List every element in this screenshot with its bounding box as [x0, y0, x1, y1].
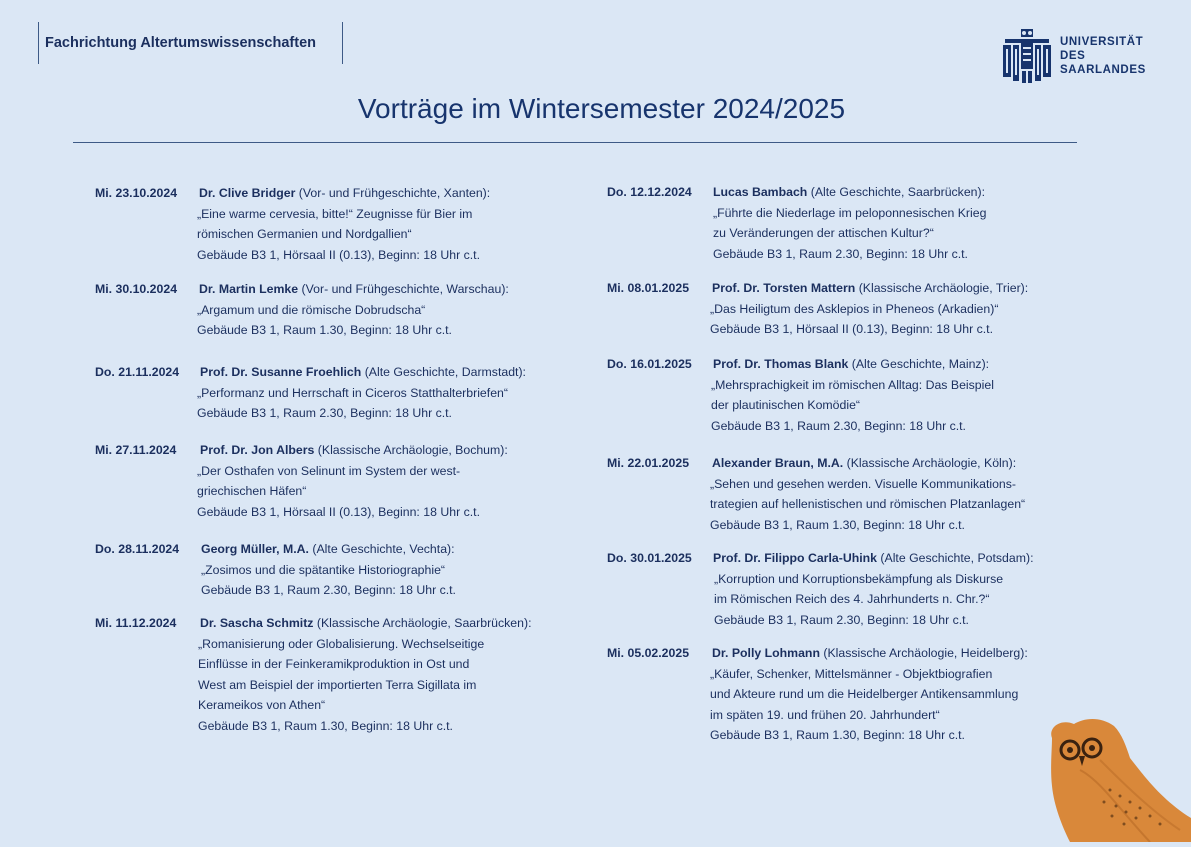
title-divider — [73, 142, 1077, 143]
lecture-date: Mi. 23.10.2024 — [95, 186, 178, 200]
lecture-line: trategien auf hellenistischen und römischen Platzanlagen“ — [710, 497, 1026, 512]
lecture-details — [713, 548, 1034, 630]
lecture-venue: Gebäude B3 1, Raum 2.30, Beginn: 18 Uhr c.t. — [711, 418, 966, 433]
lecture-speaker-line — [713, 182, 986, 203]
lecture-affiliation: (Alte Geschichte, Saarbrücken): — [810, 185, 986, 199]
lecture-speaker: Lucas Bambach — [713, 185, 808, 199]
owl-icon — [1040, 710, 1191, 842]
lecture-details — [199, 279, 509, 341]
lecture-line: Kerameikos von Athen“ — [198, 698, 326, 713]
lecture-speaker: Dr. Clive Bridger — [199, 186, 296, 200]
lecture-details — [199, 183, 490, 265]
lecture-details — [201, 539, 456, 601]
lecture-venue: Gebäude B3 1, Hörsaal II (0.13), Beginn: 18 Uhr c.t. — [197, 504, 480, 519]
lecture-speaker: Prof. Dr. Thomas Blank — [713, 357, 849, 371]
lecture-line: „Eine warme cervesia, bitte!“ Zeugnisse für Bier im — [197, 206, 473, 221]
lecture-date: Mi. 08.01.2025 — [607, 281, 690, 295]
lecture-affiliation: (Klassische Archäologie, Köln): — [846, 456, 1017, 470]
lecture-venue: Gebäude B3 1, Raum 1.30, Beginn: 18 Uhr c.t. — [710, 728, 965, 743]
lecture-details — [197, 440, 508, 522]
lecture-affiliation: (Klassische Archäologie, Heidelberg): — [823, 646, 1028, 660]
lecture-details — [197, 362, 526, 424]
lecture-venue: Gebäude B3 1, Raum 1.30, Beginn: 18 Uhr c.t. — [198, 718, 453, 733]
lecture-date: Do. 28.11.2024 — [95, 542, 180, 556]
lecture-speaker-line — [200, 362, 526, 383]
lecture-line: West am Beispiel der importierten Terra Sigillata im — [198, 677, 477, 692]
lecture-affiliation: (Klassische Archäologie, Trier): — [858, 281, 1029, 295]
lecture-line: „Sehen und gesehen werden. Visuelle Kommunikations- — [710, 476, 1017, 491]
lecture-speaker: Prof. Dr. Filippo Carla-Uhink — [713, 551, 877, 565]
lecture-line: „Käufer, Schenker, Mittelsmänner - Objektbiografien — [710, 666, 993, 681]
lecture-date: Mi. 22.01.2025 — [607, 456, 690, 470]
lecture-affiliation: (Klassische Archäologie, Bochum): — [317, 443, 508, 457]
lecture-line: „Zosimos und die spätantike Historiographie“ — [201, 562, 446, 577]
lecture-line: zu Veränderungen der attischen Kultur?“ — [713, 226, 934, 241]
lecture-line: „Mehrsprachigkeit im römischen Alltag: Das Beispiel — [711, 377, 994, 392]
lecture-speaker: Georg Müller, M.A. — [201, 542, 309, 556]
lecture-speaker: Dr. Sascha Schmitz — [200, 616, 314, 630]
lecture-speaker-line — [199, 279, 509, 300]
lecture-line: und Akteure rund um die Heidelberger Antikensammlung — [710, 687, 1019, 702]
lecture-affiliation: (Alte Geschichte, Darmstadt): — [364, 365, 526, 379]
lecture-line: römischen Germanien und Nordgallien“ — [197, 227, 412, 242]
lecture-speaker: Dr. Martin Lemke — [199, 282, 299, 296]
lecture-speaker-line — [712, 643, 1028, 664]
lecture-speaker: Prof. Dr. Jon Albers — [200, 443, 315, 457]
lecture-line: „Das Heiligtum des Asklepios in Pheneos (Arkadien)“ — [710, 301, 999, 316]
lecture-speaker-line — [712, 278, 1028, 299]
owl-figurine-image — [1040, 710, 1191, 847]
lecture-speaker-line — [713, 354, 994, 375]
lecture-venue: Gebäude B3 1, Raum 2.30, Beginn: 18 Uhr c.t. — [197, 406, 452, 421]
lecture-venue: Gebäude B3 1, Raum 1.30, Beginn: 18 Uhr c.t. — [710, 517, 965, 532]
lecture-line: der plautinischen Komödie“ — [711, 398, 861, 413]
lecture-speaker: Dr. Polly Lohmann — [712, 646, 820, 660]
lecture-affiliation: (Alte Geschichte, Mainz): — [851, 357, 990, 371]
lecture-speaker-line — [201, 539, 456, 560]
lecture-details — [712, 453, 1025, 535]
lecture-speaker: Prof. Dr. Torsten Mattern — [712, 281, 856, 295]
lecture-date: Do. 21.11.2024 — [95, 365, 180, 379]
lecture-line: Einflüsse in der Feinkeramikproduktion in Ost und — [198, 657, 470, 672]
lecture-speaker-line — [200, 613, 532, 634]
lecture-details — [713, 182, 986, 264]
lecture-line: „Performanz und Herrschaft in Ciceros Statthalterbriefen“ — [197, 385, 508, 400]
lecture-line: „Argamum und die römische Dobrudscha“ — [197, 302, 426, 317]
lecture-line: „Führte die Niederlage im peloponnesischen Krieg — [713, 205, 987, 220]
eagle-logo-icon — [1002, 27, 1052, 85]
lecture-line: griechischen Häfen“ — [197, 484, 307, 499]
lecture-affiliation: (Vor- und Frühgeschichte, Warschau): — [301, 282, 509, 296]
lecture-line: im späten 19. und frühen 20. Jahrhundert“ — [710, 707, 940, 722]
page-title: Vorträge im Wintersemester 2024/2025 — [357, 93, 846, 124]
lecture-speaker: Alexander Braun, M.A. — [712, 456, 844, 470]
university-logo[interactable] — [1002, 27, 1146, 85]
lecture-date: Mi. 27.11.2024 — [95, 443, 177, 457]
lecture-line: „Romanisierung oder Globalisierung. Wechselseitige — [198, 636, 485, 651]
lecture-details — [713, 354, 994, 436]
lecture-date: Mi. 30.10.2024 — [95, 282, 178, 296]
university-line-3: SAARLANDES — [1060, 64, 1146, 76]
lecture-venue: Gebäude B3 1, Raum 1.30, Beginn: 18 Uhr c.t. — [197, 323, 452, 338]
lecture-affiliation: (Alte Geschichte, Vechta): — [312, 542, 455, 556]
lecture-speaker-line — [712, 453, 1025, 474]
lecture-speaker-line — [713, 548, 1034, 569]
lecture-date: Mi. 11.12.2024 — [95, 616, 177, 630]
lecture-venue: Gebäude B3 1, Raum 2.30, Beginn: 18 Uhr c.t. — [201, 583, 456, 598]
lecture-line: „Der Osthafen von Selinunt im System der west- — [197, 463, 461, 478]
lecture-affiliation: (Vor- und Frühgeschichte, Xanten): — [298, 186, 491, 200]
lecture-line: im Römischen Reich des 4. Jahrhunderts n. Chr.?“ — [714, 592, 990, 607]
lecture-details — [712, 643, 1028, 746]
university-line-2: DES — [1060, 50, 1086, 62]
lecture-affiliation: (Klassische Archäologie, Saarbrücken): — [316, 616, 532, 630]
lecture-date: Do. 12.12.2024 — [607, 185, 692, 199]
lecture-speaker-line — [200, 440, 508, 461]
university-wordmark — [1060, 35, 1146, 77]
lecture-details — [200, 613, 532, 737]
lecture-venue: Gebäude B3 1, Hörsaal II (0.13), Beginn: 18 Uhr c.t. — [710, 322, 993, 337]
lecture-affiliation: (Alte Geschichte, Potsdam): — [880, 551, 1034, 565]
lecture-speaker-line — [199, 183, 490, 204]
lecture-date: Mi. 05.02.2025 — [607, 646, 690, 660]
lecture-venue: Gebäude B3 1, Raum 2.30, Beginn: 18 Uhr c.t. — [714, 612, 969, 627]
lecture-venue: Gebäude B3 1, Hörsaal II (0.13), Beginn: 18 Uhr c.t. — [197, 247, 480, 262]
lecture-details — [712, 278, 1028, 340]
department-name: Fachrichtung Altertumswissenschaften — [38, 22, 343, 64]
lecture-date: Do. 30.01.2025 — [607, 551, 692, 565]
lecture-line: „Korruption und Korruptionsbekämpfung als Diskurse — [714, 571, 1004, 586]
lecture-date: Do. 16.01.2025 — [607, 357, 692, 371]
lecture-speaker: Prof. Dr. Susanne Froehlich — [200, 365, 362, 379]
university-line-1: UNIVERSITÄT — [1060, 36, 1144, 48]
lecture-venue: Gebäude B3 1, Raum 2.30, Beginn: 18 Uhr c.t. — [713, 246, 968, 261]
